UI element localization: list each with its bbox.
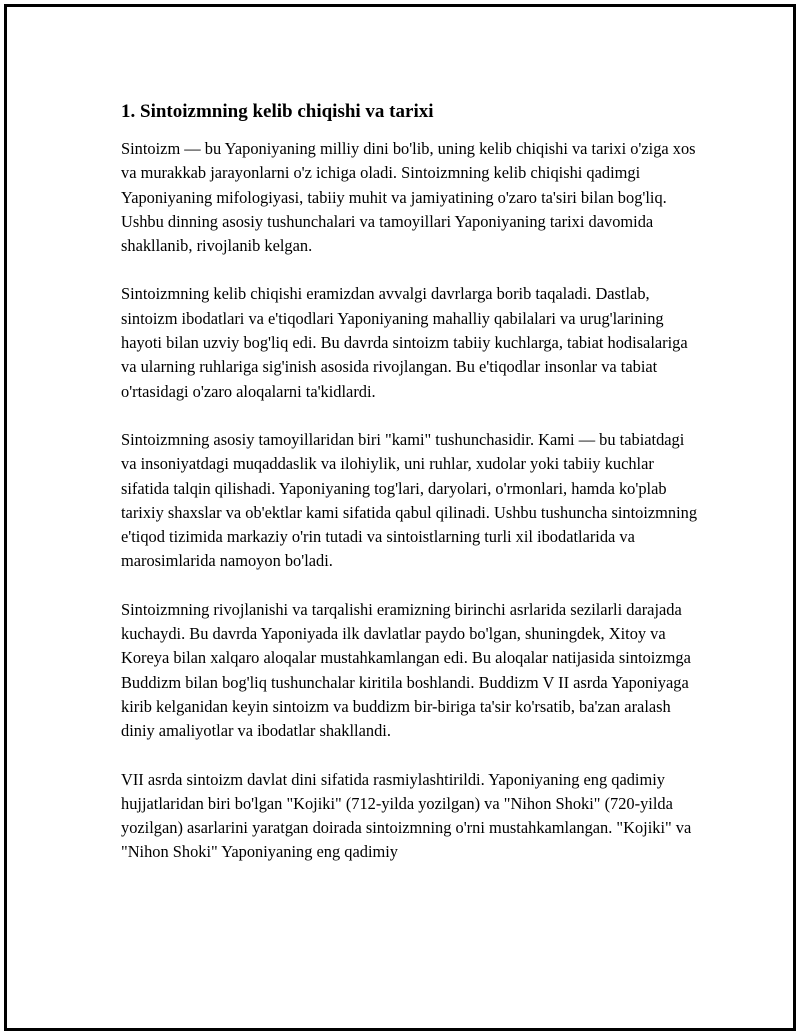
paragraph-3: Sintoizmning asosiy tamoyillaridan biri "kami" tushunchasidir. Kami — bu tabiatdagi va insoniyatdagi muqaddaslik va ilohiylik, uni ruhlar, xudolar yoki tabiiy kuchlar sifatida talqin qilishadi. Yaponiyaning tog'lari, daryolari, o'rmonlari, hamda ko'plab tarixiy shaxslar va ob'ektlar kami sifatida qabul qilinadi. Ushbu tushuncha sintoizmning e'tiqod tizimida markaziy o'rin tutadi va sintoistlarning turli xil ibodatlarida va marosimlarida namoyon bo'ladi. <box>121 429 698 571</box>
document-body <box>121 99 701 889</box>
paragraph-4: Sintoizmning rivojlanishi va tarqalishi eramizning birinchi asrlarida sezilarli darajada kuchaydi. Bu davrda Yaponiyada ilk davlatlar paydo bo'lgan, shuningdek, Xitoy va Koreya bilan xalqaro aloqalar mustahkamlangan edi. Bu aloqalar natijasida sintoizmga Buddizm bilan bog'liq tushunchalar kiritila boshlandi. Buddizm V II asrda Yaponiyaga kirib kelganidan keyin sintoizm va buddizm bir-biriga ta'sir ko'rsatib, ba'zan aralash diniy amaliyotlar va ibodatlar shakllandi. <box>121 599 691 741</box>
paragraph-5: VII asrda sintoizm davlat dini sifatida rasmiylashtirildi. Yaponiyaning eng qadimiy hujjatlaridan biri bo'lgan "Kojiki" (712-yilda yozilgan) va "Nihon Shoki" (720-yilda yozilgan) asarlarini yaratgan doirada sintoizmning o'rni mustahkamlangan. "Kojiki" va "Nihon Shoki" Yaponiyaning eng qadimiy <box>121 769 692 862</box>
page-frame <box>4 4 796 1031</box>
section-heading: 1. Sintoizmning kelib chiqishi va tarixi <box>121 101 434 122</box>
paragraph-2: Sintoizmning kelib chiqishi eramizdan avvalgi davrlarga borib taqaladi. Dastlab, sintoizm ibodatlari va e'tiqodlari Yaponiyaning mahalliy qabilalari va urug'larining hayoti bilan uzviy bog'liq edi. Bu davrda sintoizm tabiiy kuchlarga, tabiat hodisalariga va ularning ruhlariga sig'inish asosida rivojlangan. Bu e'tiqodlar insonlar va tabiat o'rtasidagi o'zaro aloqalarni ta'kidlardi. <box>121 284 688 401</box>
paragraph-1: Sintoizm — bu Yaponiyaning milliy dini bo'lib, uning kelib chiqishi va tarixi o'ziga xos va murakkab jarayonlarni o'z ichiga oladi. Sintoizmning kelib chiqishi qadimgi Yaponiyaning mifologiyasi, tabiiy muhit va jamiyatining o'zaro ta'siri bilan bog'liq. Ushbu dinning asosiy tushunchalari va tamoyillari Yaponiyaning tarixi davomida shakllanib, rivojlanib kelgan. <box>121 139 696 256</box>
